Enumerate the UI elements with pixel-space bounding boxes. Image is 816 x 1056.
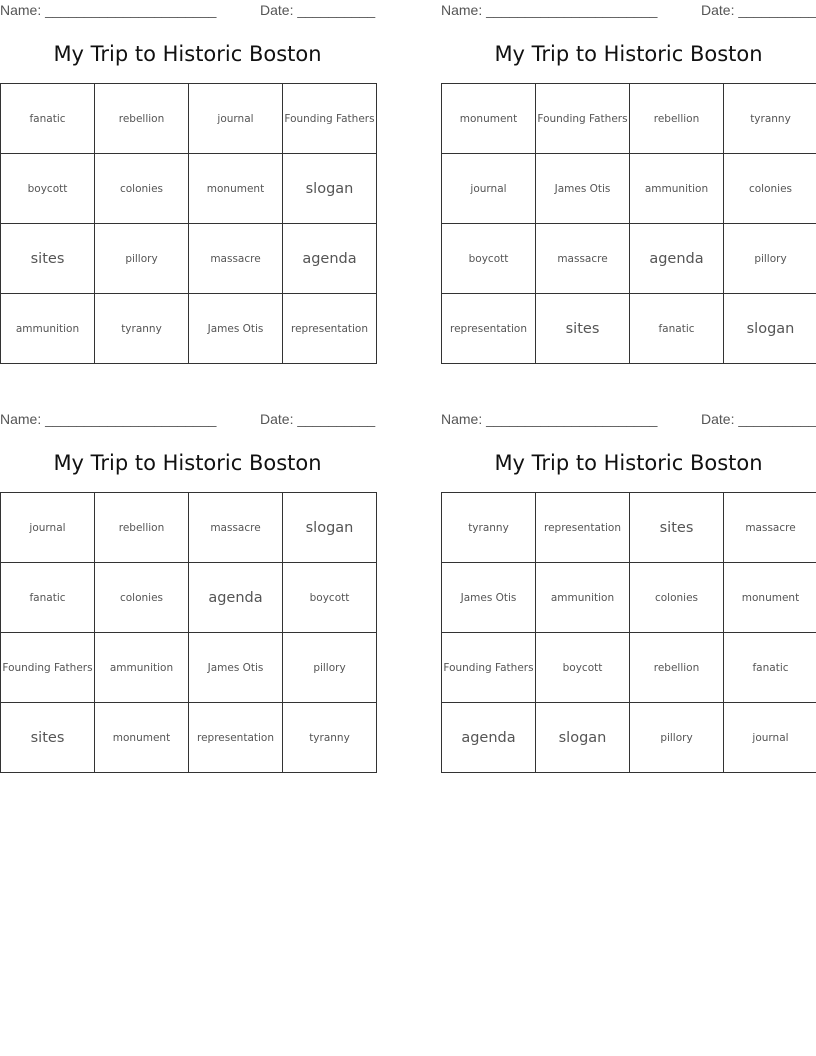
- grid-cell: ammunition: [95, 633, 189, 703]
- grid-row: [1, 633, 377, 703]
- name-field-label: Name: ______________________: [441, 411, 658, 427]
- grid-cell: boycott: [1, 154, 95, 224]
- grid-cell: fanatic: [1, 84, 95, 154]
- grid-cell: Founding Fathers: [442, 633, 536, 703]
- grid-cell: rebellion: [630, 84, 724, 154]
- grid-cell: James Otis: [536, 154, 630, 224]
- grid-row: [442, 703, 816, 773]
- grid-cell: colonies: [630, 563, 724, 633]
- grid-row: [442, 633, 816, 703]
- grid-cell: tyranny: [724, 84, 816, 154]
- grid-cell: journal: [724, 703, 816, 773]
- grid-cell: fanatic: [724, 633, 816, 703]
- grid-cell: Founding Fathers: [1, 633, 95, 703]
- grid-row: [442, 84, 816, 154]
- grid-cell: massacre: [189, 493, 283, 563]
- grid-cell: tyranny: [283, 703, 377, 773]
- grid-cell: ammunition: [1, 294, 95, 364]
- grid-row: [1, 493, 377, 563]
- name-field-label: Name: ______________________: [0, 411, 217, 427]
- name-date-line: [441, 2, 816, 20]
- grid-cell: agenda: [442, 703, 536, 773]
- grid-cell: sites: [1, 703, 95, 773]
- grid-cell: representation: [442, 294, 536, 364]
- grid-cell: slogan: [283, 154, 377, 224]
- grid-cell: rebellion: [95, 493, 189, 563]
- grid-cell: journal: [1, 493, 95, 563]
- grid-cell: sites: [1, 224, 95, 294]
- grid-cell: journal: [189, 84, 283, 154]
- grid-cell: monument: [95, 703, 189, 773]
- name-date-line: [441, 411, 816, 429]
- grid-cell: boycott: [536, 633, 630, 703]
- grid-cell: pillory: [95, 224, 189, 294]
- date-field-label: Date: __________: [701, 2, 816, 18]
- grid-cell: ammunition: [536, 563, 630, 633]
- bingo-grid: [441, 83, 816, 364]
- grid-row: [442, 493, 816, 563]
- grid-cell: pillory: [283, 633, 377, 703]
- grid-row: [442, 224, 816, 294]
- name-date-line: [0, 411, 375, 429]
- grid-cell: James Otis: [189, 633, 283, 703]
- grid-cell: slogan: [283, 493, 377, 563]
- grid-cell: Founding Fathers: [283, 84, 377, 154]
- grid-row: [1, 154, 377, 224]
- grid-cell: slogan: [724, 294, 816, 364]
- grid-cell: monument: [189, 154, 283, 224]
- grid-cell: James Otis: [189, 294, 283, 364]
- bingo-grid: [0, 492, 377, 773]
- card-title: My Trip to Historic Boston: [53, 451, 322, 475]
- grid-cell: pillory: [630, 703, 724, 773]
- grid-cell: agenda: [283, 224, 377, 294]
- grid-cell: representation: [536, 493, 630, 563]
- grid-cell: boycott: [283, 563, 377, 633]
- grid-cell: slogan: [536, 703, 630, 773]
- grid-cell: monument: [724, 563, 816, 633]
- date-field-label: Date: __________: [701, 411, 816, 427]
- name-field-label: Name: ______________________: [441, 2, 658, 18]
- grid-cell: journal: [442, 154, 536, 224]
- grid-cell: ammunition: [630, 154, 724, 224]
- grid-cell: fanatic: [630, 294, 724, 364]
- bingo-grid: [441, 492, 816, 773]
- grid-cell: boycott: [442, 224, 536, 294]
- grid-cell: rebellion: [95, 84, 189, 154]
- grid-row: [442, 563, 816, 633]
- grid-row: [1, 84, 377, 154]
- grid-cell: massacre: [189, 224, 283, 294]
- grid-cell: massacre: [536, 224, 630, 294]
- grid-cell: Founding Fathers: [536, 84, 630, 154]
- date-field-label: Date: __________: [260, 2, 376, 18]
- grid-cell: fanatic: [1, 563, 95, 633]
- grid-cell: sites: [630, 493, 724, 563]
- grid-row: [1, 703, 377, 773]
- grid-cell: James Otis: [442, 563, 536, 633]
- grid-cell: monument: [442, 84, 536, 154]
- card-title: My Trip to Historic Boston: [53, 42, 322, 66]
- grid-cell: sites: [536, 294, 630, 364]
- grid-cell: agenda: [189, 563, 283, 633]
- grid-row: [1, 563, 377, 633]
- grid-cell: pillory: [724, 224, 816, 294]
- name-field-label: Name: ______________________: [0, 2, 217, 18]
- grid-cell: tyranny: [95, 294, 189, 364]
- grid-cell: colonies: [724, 154, 816, 224]
- grid-cell: colonies: [95, 154, 189, 224]
- grid-cell: tyranny: [442, 493, 536, 563]
- grid-row: [1, 294, 377, 364]
- date-field-label: Date: __________: [260, 411, 376, 427]
- name-date-line: [0, 2, 375, 20]
- grid-row: [442, 294, 816, 364]
- grid-cell: representation: [189, 703, 283, 773]
- bingo-grid: [0, 83, 377, 364]
- grid-row: [442, 154, 816, 224]
- grid-cell: massacre: [724, 493, 816, 563]
- card-title: My Trip to Historic Boston: [494, 42, 763, 66]
- grid-cell: representation: [283, 294, 377, 364]
- grid-row: [1, 224, 377, 294]
- grid-cell: rebellion: [630, 633, 724, 703]
- card-title: My Trip to Historic Boston: [494, 451, 763, 475]
- grid-cell: colonies: [95, 563, 189, 633]
- grid-cell: agenda: [630, 224, 724, 294]
